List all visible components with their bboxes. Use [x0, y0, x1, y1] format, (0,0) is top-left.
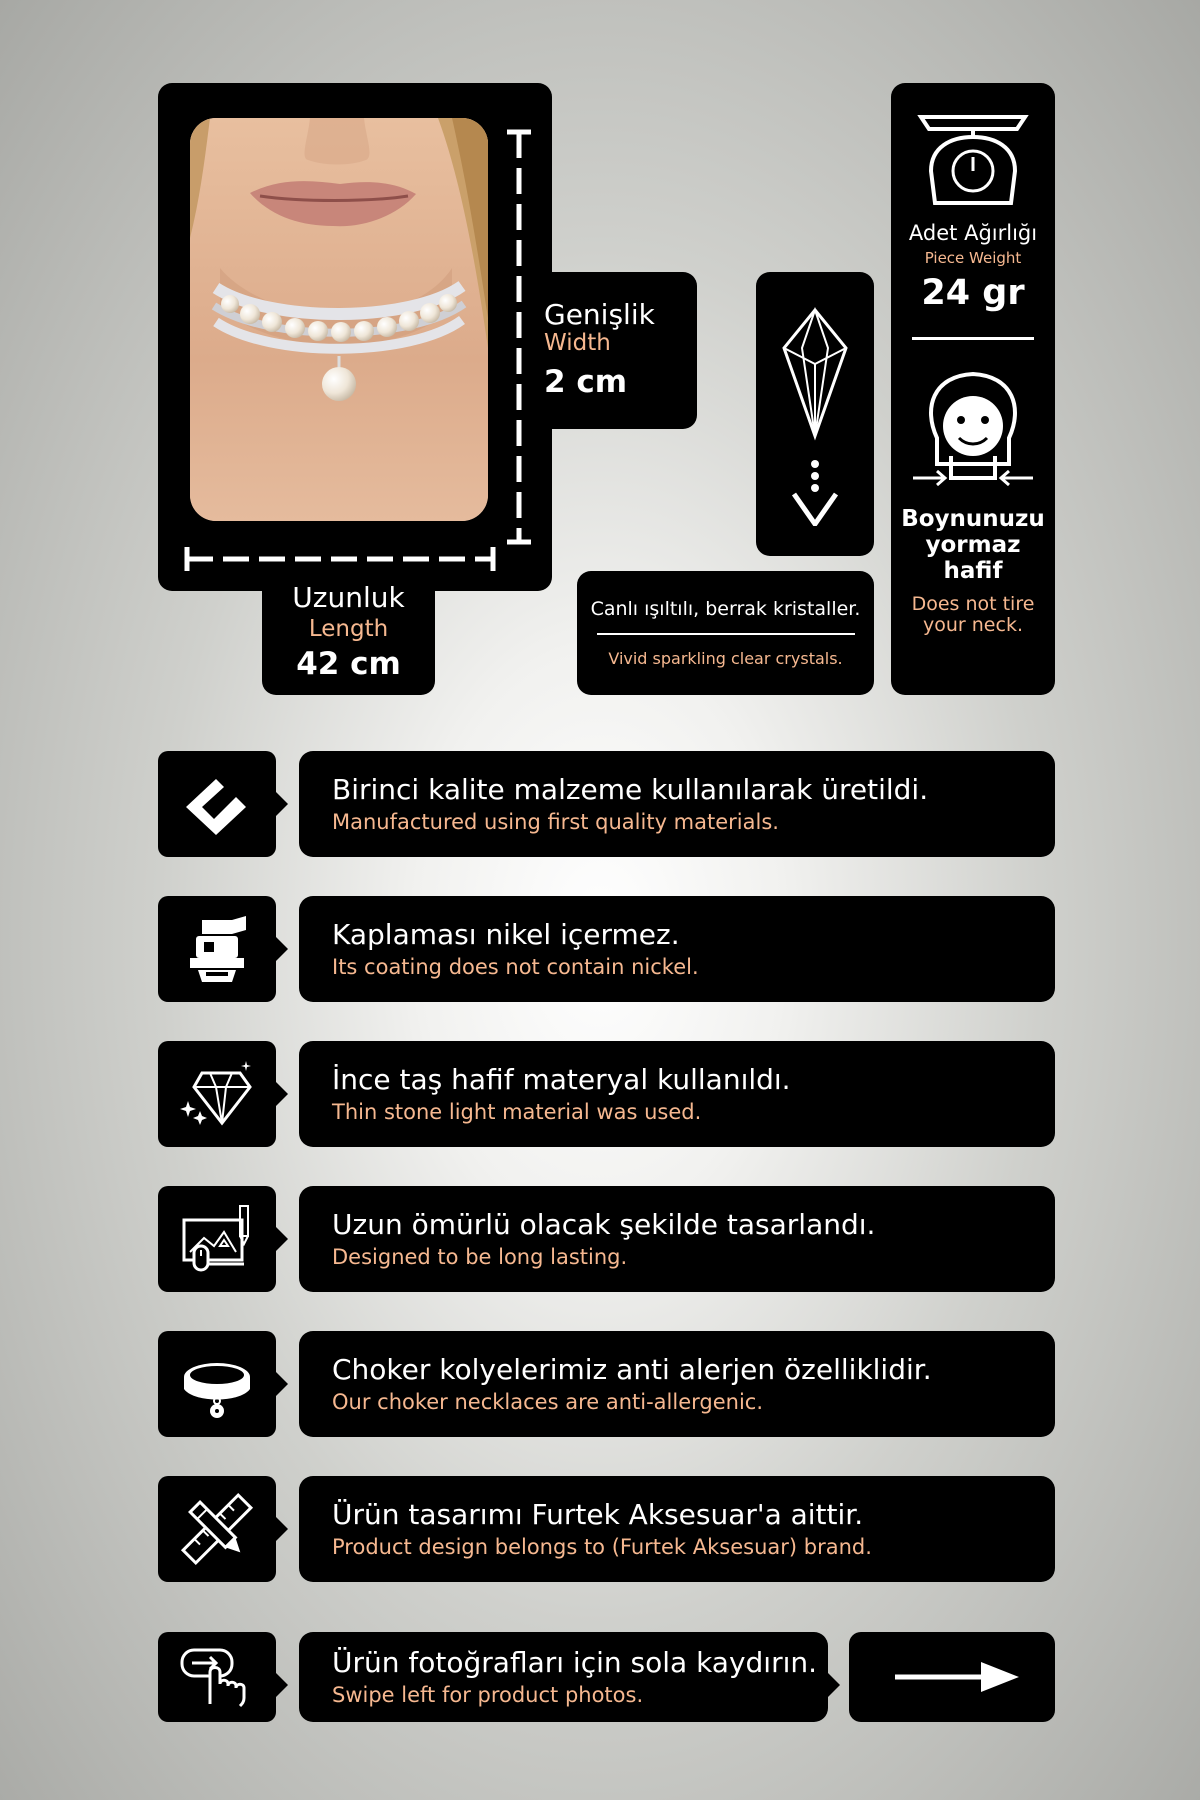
feature-text-en: Swipe left for product photos.: [332, 1683, 644, 1707]
feature-icon-box: [158, 1041, 276, 1147]
feature-text-en: Manufactured using first quality materials.: [332, 810, 779, 834]
feature-text-en: Our choker necklaces are anti-allergenic.: [332, 1390, 764, 1414]
width-label-en: Width: [544, 330, 611, 356]
feature-text-tr: Ürün tasarımı Furtek Aksesuar'a aittir.: [332, 1498, 864, 1531]
feature-row: [299, 751, 1055, 857]
crystal-icon-box: [756, 272, 874, 556]
length-measure-line: [183, 544, 497, 574]
feature-icon-box: [158, 1331, 276, 1437]
feature-row: [299, 1476, 1055, 1582]
feature-text-tr: Kaplaması nikel içermez.: [332, 918, 680, 951]
length-label-en: Length: [308, 616, 389, 642]
feature-icon-box: [158, 1186, 276, 1292]
woman-face-icon: [911, 368, 1035, 486]
swipe-arrow-box[interactable]: [849, 1632, 1055, 1722]
weight-value: 24 gr: [921, 273, 1025, 313]
feature-row: [299, 896, 1055, 1002]
feature-text-tr: Ürün fotoğrafları için sola kaydırın.: [332, 1646, 818, 1679]
width-info-box: [532, 272, 697, 429]
feature-text-en: Its coating does not contain nickel.: [332, 955, 699, 979]
feature-icon-box: [158, 896, 276, 1002]
arrow-right-icon: [895, 1660, 1019, 1694]
kitchen-scale-icon: [913, 113, 1033, 207]
neck-text-tr-2: yormaz: [925, 532, 1021, 558]
feature-text-tr: Birinci kalite malzeme kullanılarak üretildi.: [332, 773, 929, 806]
weight-title-tr: Adet Ağırlığı: [908, 221, 1038, 245]
width-measure-line: [504, 128, 534, 546]
feature-icon-box: [158, 751, 276, 857]
feature-row: [299, 1186, 1055, 1292]
weight-title-en: Piece Weight: [924, 249, 1022, 267]
feature-text-en: Thin stone light material was used.: [332, 1100, 702, 1124]
crystal-text-box: [577, 571, 874, 695]
feature-text-tr: Uzun ömürlü olacak şekilde tasarlandı.: [332, 1208, 876, 1241]
neck-text-tr-1: Boynunuzu: [901, 506, 1045, 532]
width-value: 2 cm: [544, 364, 628, 400]
feature-row: [299, 1331, 1055, 1437]
neck-text-en-2: your neck.: [923, 614, 1023, 636]
feature-icon-box: [158, 1476, 276, 1582]
pencil-ruler-icon: [180, 1492, 254, 1566]
feature-text-en: Product design belongs to (Furtek Aksesuar) brand.: [332, 1535, 872, 1559]
weight-info-box: [891, 83, 1055, 695]
length-label-tr: Uzunluk: [292, 581, 405, 614]
width-label-tr: Genişlik: [544, 298, 655, 331]
crystal-text-tr: Canlı ışıltılı, berrak kristaller.: [590, 598, 861, 620]
feature-icon-box: [158, 1632, 276, 1722]
choker-collar-icon: [180, 1347, 254, 1421]
neck-text-en-1: Does not tire: [911, 593, 1035, 615]
feature-text-tr: İnce taş hafif materyal kullanıldı.: [332, 1063, 791, 1096]
divider: [597, 633, 855, 635]
crystal-down-arrow-icon: [776, 306, 854, 526]
sparkling-diamond-icon: [180, 1057, 254, 1131]
coating-robot-icon: [180, 912, 254, 986]
divider: [912, 337, 1034, 340]
neck-text-tr-3: hafif: [943, 558, 1003, 584]
product-photo: [190, 118, 488, 521]
model-choker-illustration: [190, 118, 488, 521]
design-tablet-icon: [180, 1202, 254, 1276]
crystal-text-en: Vivid sparkling clear crystals.: [608, 649, 843, 668]
feature-row: [299, 1041, 1055, 1147]
feature-text-tr: Choker kolyelerimiz anti alerjen özelliklidir.: [332, 1353, 932, 1386]
length-value: 42 cm: [296, 646, 401, 682]
feature-row: [299, 1632, 828, 1722]
feature-text-en: Designed to be long lasting.: [332, 1245, 628, 1269]
length-info-box: [262, 571, 435, 695]
swipe-hand-icon: [180, 1646, 254, 1708]
quality-chevron-icon: [180, 767, 254, 841]
